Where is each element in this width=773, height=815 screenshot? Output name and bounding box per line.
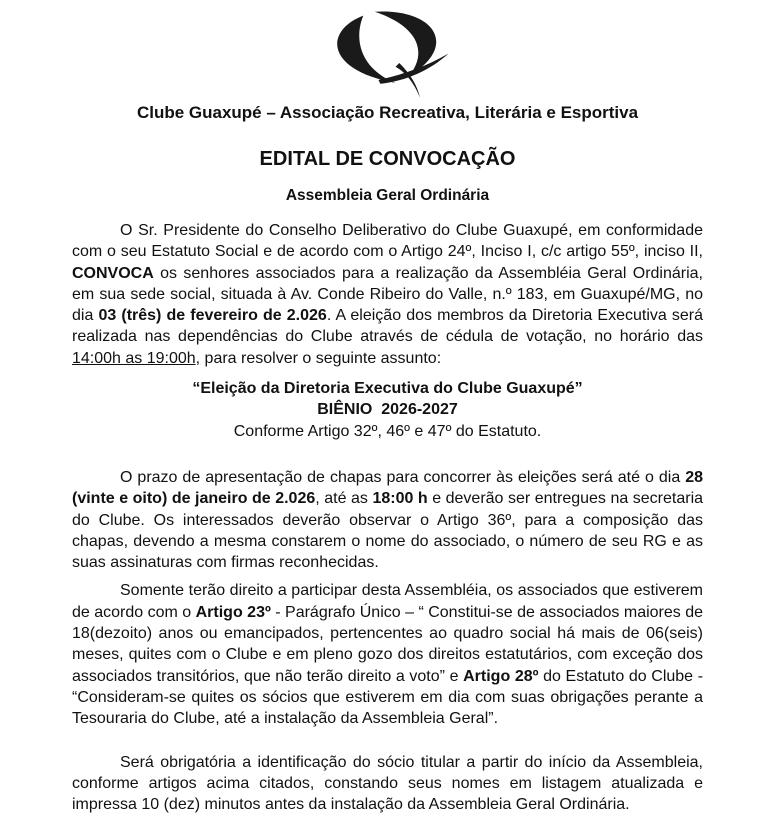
organization-name: Clube Guaxupé – Associação Recreativa, Literária e Esportiva [136,103,639,122]
club-logo [312,8,462,98]
text-run-normal: Será obrigatória a identificação do sócio titular a partir do início da Assembleia, conforme artigos acima citados, constando seus nomes em listagem atualizada e impressa 10 (dez) minutos antes da instalação da Assembleia Geral Ordinária. [72,753,703,814]
text-run-normal: . A eleição dos membros da Diretoria Executiva será realizada nas dependências do Clube através de cédula de votação, no horário das [72,307,704,346]
logo-cross-stroke [378,53,448,83]
text-run-normal: para resolver o seguinte assunto: [200,349,442,367]
document-content [0,104,773,815]
text-run-normal: - Parágrafo Único – “ Constitui-se de associados maiores de 18(dezoito) anos ou emancipados, pertencentes ao quadro social há mais de 06(seis) meses, quites com o Clube e em pleno gozo dos direitos estatutários, com exceção dos associados transitórios, que não terão direito a voto” e [72,603,704,685]
agenda-biennium: BIÊNIO 2026-2027 [317,401,458,419]
paragraph-identification [72,752,703,815]
paragraph-deadline [72,467,703,573]
document-page [0,8,773,814]
document-subtitle: Assembleia Geral Ordinária [285,187,490,204]
text-run-normal: do Estatuto do Clube - “Consideram-se quites os sócios que estiverem em dia com suas obrigações perante a Tesouraria do Clube, até a instalação da Assembleia Geral”. [72,667,704,728]
text-run-normal: , até as [315,490,373,508]
logo-left-crescent [337,16,395,83]
text-run-normal: e deverão ser entregues na secretaria do Clube. Os interessados deverão observar o Artigo 36º, para a composição das chapas, devendo a mesma constarem o nome do associado, o número de seu RG e as suas assinaturas com firmas reconhecidas. [72,490,704,572]
text-run-underline: 14:00h as 19:00h, [72,349,201,367]
text-run-normal: Somente terão direito a participar desta Assembléia, os associados que estiverem de acordo com o [72,582,703,621]
text-run-bold: 18:00 h [372,490,428,508]
agenda-block [72,378,703,442]
text-run-bold: Artigo 28º [463,667,539,685]
paragraph-eligibility [72,580,703,729]
text-run-normal: os senhores associados para a realização da Assembléia Geral Ordinária, em sua sede social, situada à Av. Conde Ribeiro do Valle, n.º 183, em Guaxupé/MG, no dia [72,264,703,325]
document-title: EDITAL DE CONVOCAÇÃO [259,148,516,170]
text-run-normal: O prazo de apresentação de chapas para concorrer às eleições será até o dia [120,468,686,486]
paragraph-convocation [72,220,703,369]
agenda-title: “Eleição da Diretoria Executiva do Clube Guaxupé” [192,380,583,398]
agenda-reference: Conforme Artigo 32º, 46º e 47º do Estatuto. [233,422,542,440]
text-run-bold: Artigo 23º [195,603,271,621]
text-run-bold: 03 (três) de fevereiro de 2.026 [98,307,327,325]
text-run-normal: O Sr. Presidente do Conselho Deliberativo do Clube Guaxupé, em conformidade com o seu Estatuto Social e de acordo com o Artigo 24º, Inciso I, c/c artigo 55º, inciso II, [72,222,703,261]
club-logo-swoosh-icon [314,8,460,98]
text-run-bold: CONVOCA [72,264,154,282]
text-run-bold: 28 (vinte e oito) de janeiro de 2.026 [72,468,703,508]
